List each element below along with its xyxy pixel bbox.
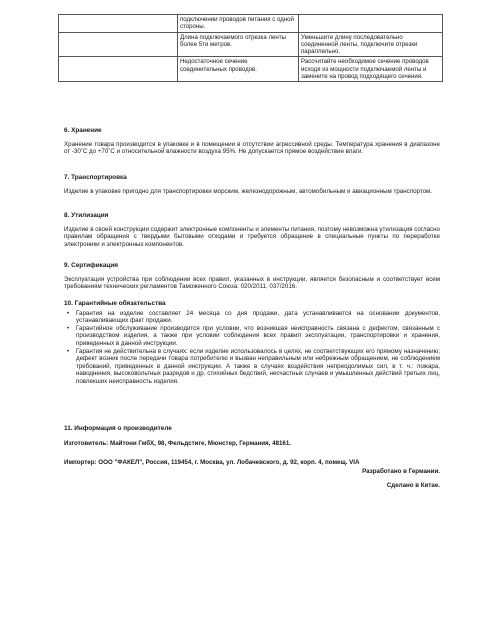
made-in-label: Сделано в Китае. bbox=[386, 482, 440, 489]
section-text: Изделие в своей конструкции содержит электронные компоненты и элементы питания, поэтому невозможна утилизация согласно правилам обращения с твердыми бытовыми отходами и требуется обращение в специальные пункты по переработке электроники и электронных компонентов. bbox=[64, 225, 440, 248]
table-cell bbox=[59, 15, 178, 33]
table-cell: Рассчитайте необходимое сечение проводов исходя из мощности подключаемой ленты и замените на провод подходящего сечения. bbox=[299, 57, 443, 82]
table-row bbox=[59, 32, 443, 57]
importer-line: Импортер: ООО "ФАКЕЛ", Россия, 119454, г. Москва, ул. Лобачевского, д. 92, корп. 4, помещ. VIA bbox=[64, 459, 360, 467]
section-transport bbox=[64, 174, 440, 195]
table-cell: Уменьшите длину последовательно соединенной ленты, подключите отрезки параллельно. bbox=[299, 32, 443, 57]
section-heading: 7. Транспортировка bbox=[64, 174, 127, 181]
section-certification bbox=[64, 262, 440, 291]
section-heading: 11. Информация о производителе bbox=[64, 425, 172, 432]
section-heading: 8. Утилизация bbox=[64, 212, 109, 219]
section-heading: 6. Хранение bbox=[64, 127, 102, 134]
section-storage bbox=[64, 127, 440, 156]
developed-in-label: Разработано в Германии. bbox=[362, 468, 440, 475]
section-text: Изделие в упаковке пригодно для транспортировки морским, железнодорожным, автомобильным и авиационным транспортом. bbox=[64, 187, 433, 195]
warranty-list bbox=[64, 310, 440, 386]
section-heading: 10. Гарантийные обязательства bbox=[64, 300, 166, 307]
manufacturer-line: Изготовитель: Майтони ГмбХ, 98, Фельдстиге, Мюнстер, Германия, 48161. bbox=[64, 439, 292, 447]
table-row bbox=[59, 15, 443, 33]
section-text: Эксплуатация устройства при соблюдении всех правил, указанных в инструкции, является безопасным и соответствует всем требованиям технических регламентов Таможенного Союза: 020/2011, 037/2016. bbox=[64, 275, 440, 291]
list-item: • Гарантия не действительна в случаях: если изделие использовалось в целях, не соответствующих его прямому назначению; дефект возник после передачи товара потребителю и вызван неправильным или небрежным обращением, не соблюдением требований, приведенных в данной инструкции. А также в случаях воздействия непреодолимых сил, в т. ч.: пожара, наводнения, высоковольтных разрядов и др. стихийных бедствий, несчастных случаев и умышленных действий третьих лиц, повлекших неисправность изделия. bbox=[76, 348, 440, 386]
table-cell: Недостаточное сечение соединительных проводов. bbox=[178, 57, 299, 82]
section-text: Хранение товара производится в упаковке и в помещении в отсутствии агрессивной среды. Температура хранения в диапазоне от -30˚С до +70˚С и относительной влажности воздуха 95%. Не допускается прямое воздействие влаги. bbox=[64, 140, 440, 156]
table-cell bbox=[299, 15, 443, 33]
table-cell: подключении проводов питания с одной стороны. bbox=[178, 15, 299, 33]
section-manufacturer-info bbox=[64, 425, 440, 467]
troubleshooting-table bbox=[58, 14, 443, 82]
section-disposal bbox=[64, 212, 440, 248]
list-item: • Гарантия на изделие составляет 24 месяца со дня продажи, дата устанавливается на основании документов, устанавливающих факт продажи. bbox=[76, 310, 440, 325]
list-item: • Гарантийное обслуживание производится при условии, что возникшая неисправность связана с дефектом, связанным с производством изделия, а также при условии соблюдения всех правил эксплуатации, транспортировки и хранения, приведенных в данной инструкции. bbox=[76, 325, 440, 348]
section-warranty bbox=[64, 300, 440, 386]
section-heading: 9. Сертификация bbox=[64, 262, 119, 269]
table-cell bbox=[59, 32, 178, 57]
table-cell bbox=[59, 57, 178, 82]
table-row bbox=[59, 57, 443, 82]
table-cell: Длина подключаемого отрезка ленты более 5ти метров. bbox=[178, 32, 299, 57]
